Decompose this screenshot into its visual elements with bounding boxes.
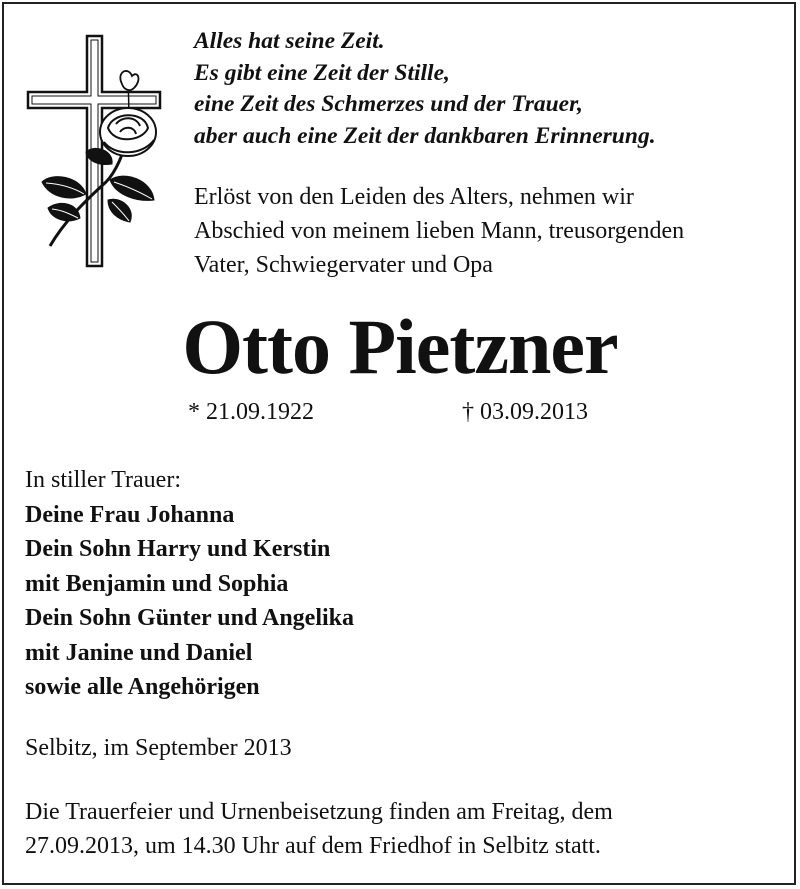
poem-line: aber auch eine Zeit der dankbaren Erinnerung.	[194, 122, 656, 149]
intro-line: Abschied von meinem lieben Mann, treusorgenden	[194, 218, 685, 244]
poem-line: Alles hat seine Zeit.	[194, 28, 385, 54]
intro-line: Vater, Schwiegervater und Opa	[194, 252, 493, 278]
birth-date: * 21.09.1922	[188, 399, 314, 425]
poem	[194, 26, 656, 152]
mourner-entry: mit Janine und Daniel	[25, 639, 253, 666]
place-date: Selbitz, im September 2013	[25, 735, 292, 761]
mourners	[25, 463, 354, 705]
funeral-line: Die Trauerfeier und Urnenbeisetzung finden am Freitag, dem	[25, 799, 613, 825]
poem-line: eine Zeit des Schmerzes und der Trauer,	[194, 91, 583, 117]
mourners-list	[25, 498, 354, 705]
mourner-entry: Dein Sohn Harry und Kerstin	[25, 536, 331, 562]
funeral-line: 27.09.2013, um 14.30 Uhr auf dem Friedhof in Selbitz statt.	[25, 833, 601, 859]
cross-with-rose-icon	[24, 32, 172, 274]
death-date: † 03.09.2013	[462, 399, 588, 425]
mourner-entry: Deine Frau Johanna	[25, 501, 235, 528]
poem-line: Es gibt eine Zeit der Stille,	[194, 59, 450, 86]
mourner-entry: Dein Sohn Günter und Angelika	[25, 605, 355, 631]
mourner-entry: sowie alle Angehörigen	[25, 674, 260, 700]
intro-line: Erlöst von den Leiden des Alters, nehmen wir	[194, 184, 634, 210]
mourners-heading: In stiller Trauer:	[25, 467, 181, 493]
intro-text	[194, 180, 784, 282]
deceased-name: Otto Pietzner	[182, 303, 618, 390]
mourner-entry: mit Benjamin und Sophia	[25, 570, 289, 597]
funeral-info	[25, 795, 765, 863]
